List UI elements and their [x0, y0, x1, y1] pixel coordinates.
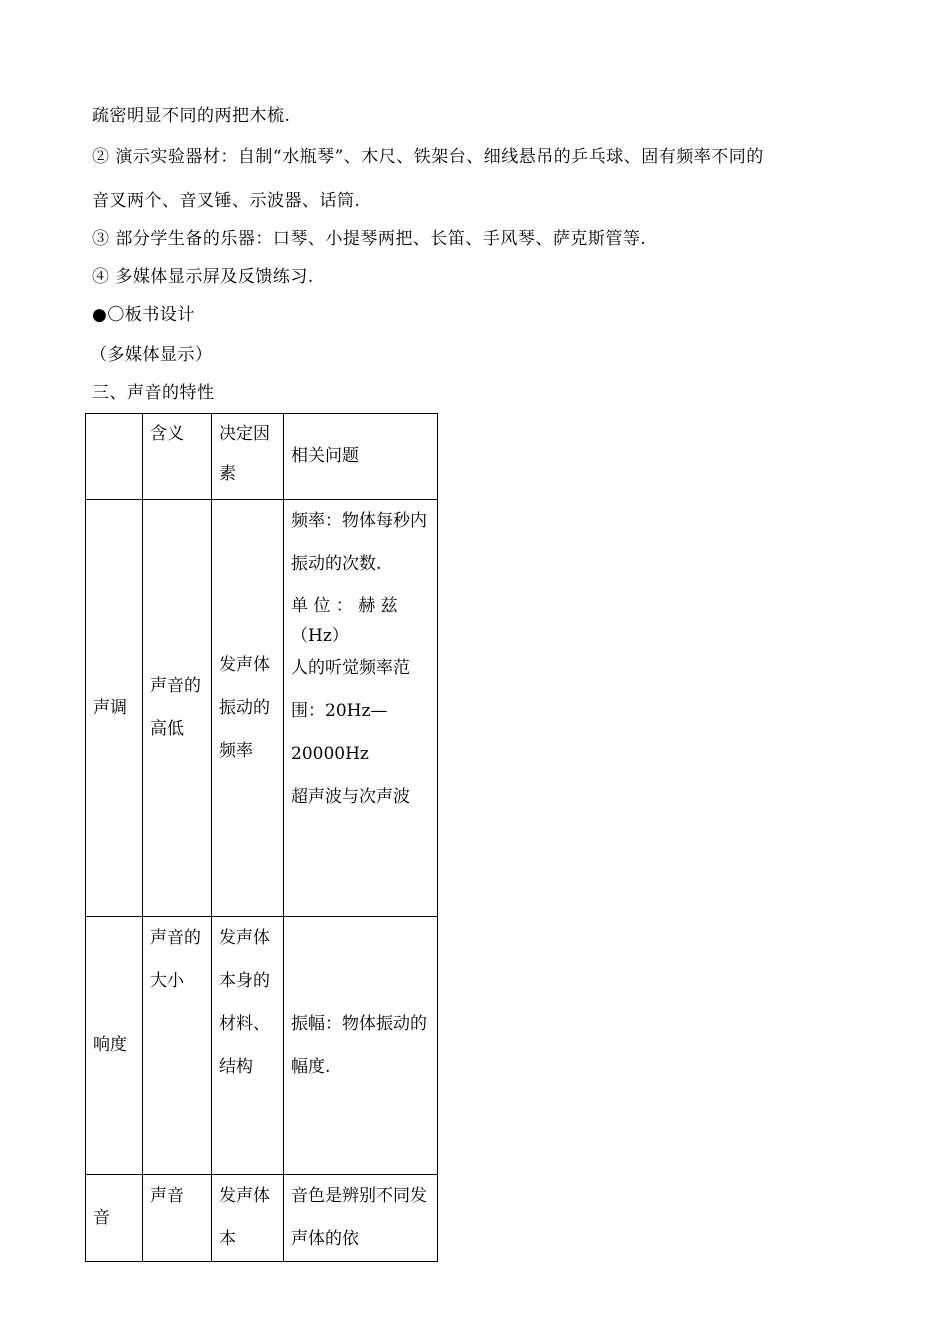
related-line: 单 位 ： 赫 兹: [291, 596, 398, 616]
paragraph-2: ② 演示实验器材：自制“水瓶琴”、木尺、铁架台、细线悬吊的乒乓球、固有频率不同的: [92, 147, 764, 167]
related-line: （Hz）: [291, 626, 349, 646]
section-heading-board-design: ●〇板书设计: [92, 305, 195, 325]
table-row: [86, 917, 438, 1175]
header-cell-related: 相关问题: [284, 414, 438, 500]
header-cell-factor: 决定因素: [212, 414, 284, 500]
cell-related: [284, 917, 438, 1175]
sound-characteristics-table: [85, 413, 438, 1262]
related-line: 频率：物体每秒内振动的次数.: [291, 511, 427, 574]
related-line: 振幅：物体振动的幅度.: [291, 1013, 427, 1077]
cell-meaning: 声音的大小: [143, 917, 212, 1175]
paragraph-4: ③ 部分学生备的乐器：口琴、小提琴两把、长笛、手风琴、萨克斯管等.: [92, 229, 647, 249]
cell-related: [284, 500, 438, 917]
header-cell-meaning: 含义: [143, 414, 212, 500]
cell-meaning: 声音: [143, 1175, 212, 1262]
cell-factor: 发声体振动的频率: [212, 500, 284, 917]
table-row: [86, 1175, 438, 1262]
paragraph-5: ④ 多媒体显示屏及反馈练习.: [92, 267, 314, 287]
related-line: 人的听觉频率范围：20Hz—20000Hz: [291, 658, 410, 764]
section-heading-sound-characteristics: 三、声音的特性: [92, 383, 215, 403]
table-header-row: [86, 414, 438, 500]
related-line: 超声波与次声波: [291, 787, 410, 807]
table-row: [86, 500, 438, 917]
cell-related: [284, 1175, 438, 1262]
cell-factor: 发声体本: [212, 1175, 284, 1262]
paragraph-multimedia-note: （多媒体显示）: [90, 345, 213, 365]
paragraph-1: 疏密明显不同的两把木梳.: [92, 106, 291, 126]
cell-meaning: 声音的高低: [143, 500, 212, 917]
header-cell-name: [86, 414, 143, 500]
cell-factor: 发声体本身的材料、结构: [212, 917, 284, 1175]
cell-name: 音: [86, 1175, 143, 1262]
related-line: 音色是辨别不同发声体的依: [291, 1186, 427, 1249]
cell-name: 响度: [86, 917, 143, 1175]
paragraph-3: 音叉两个、音叉锤、示波器、话筒.: [92, 191, 361, 211]
cell-name: 声调: [86, 500, 143, 917]
